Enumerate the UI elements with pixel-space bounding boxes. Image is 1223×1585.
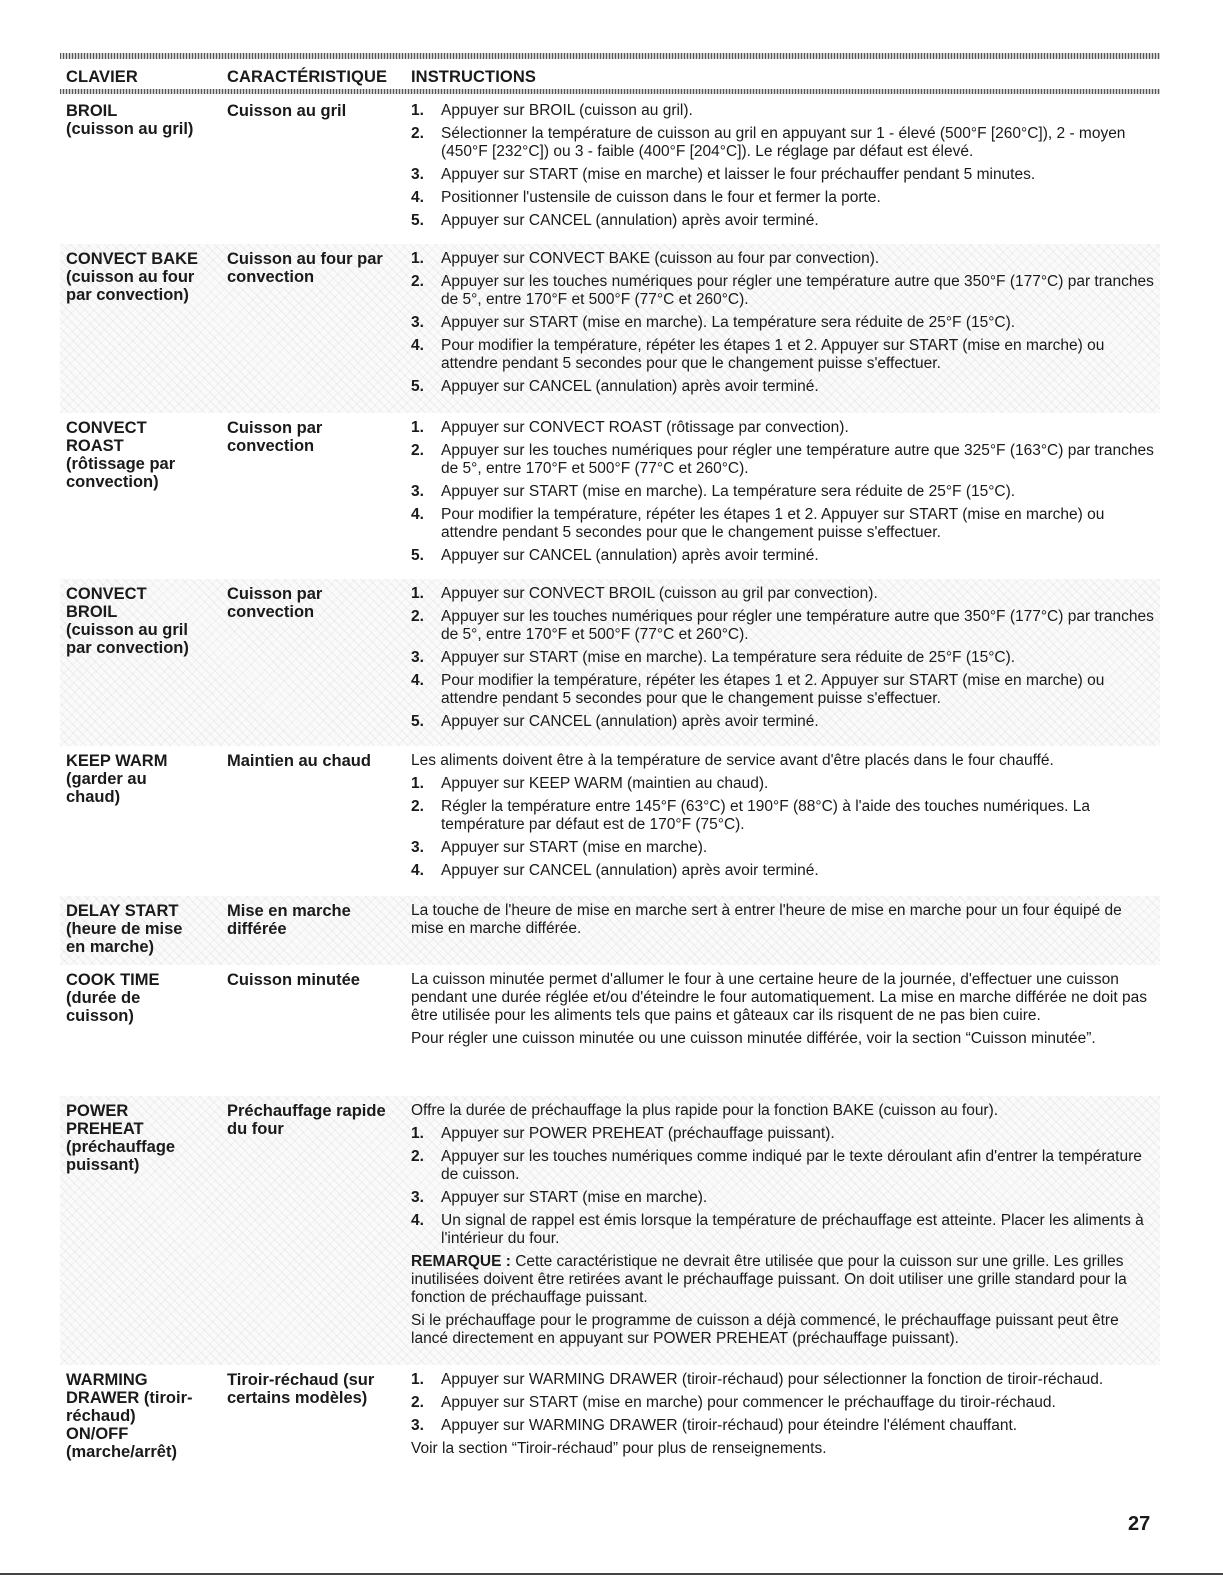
instruction-paragraph	[411, 1253, 1156, 1307]
header-instructions: INSTRUCTIONS	[411, 68, 536, 86]
step-number: 2.	[411, 608, 424, 625]
row-instructions	[411, 585, 1156, 736]
step-number: 4.	[411, 862, 424, 879]
row-feature-label: Cuisson au four par convection	[227, 250, 383, 286]
paragraph-text: Pour régler une cuisson minutée ou une cuisson minutée différée, voir la section “Cuisson minutée”.	[411, 1030, 1096, 1047]
table-row	[60, 896, 1160, 965]
step-text: Appuyer sur START (mise en marche). La température sera réduite de 25°F (15°C).	[441, 314, 1016, 331]
row-feature-label: Maintien au chaud	[227, 752, 371, 770]
step-text: Appuyer sur les touches numériques pour régler une température autre que 325°F (163°C) par tranches de 5°, entre 170°F et 500°F (77°C et 260°C).	[441, 442, 1154, 477]
paragraph-text: La touche de l'heure de mise en marche sert à entrer l'heure de mise en marche pour un four équipé de mise en marche différée.	[411, 902, 1122, 937]
row-feature-label: Tiroir-réchaud (sur certains modèles)	[227, 1371, 375, 1407]
instruction-step	[411, 506, 1156, 542]
step-text: Appuyer sur CANCEL (annulation) après avoir terminé.	[441, 212, 819, 229]
row-key-label: CONVECT BAKE (cuisson au four par convection)	[66, 250, 199, 304]
step-text: Appuyer sur START (mise en marche) et laisser le four préchauffer pendant 5 minutes.	[441, 166, 1036, 183]
table-header	[0, 68, 1223, 88]
instruction-step	[411, 250, 1156, 268]
instruction-step	[411, 862, 1156, 880]
step-text: Appuyer sur BROIL (cuisson au gril).	[441, 102, 693, 119]
instruction-paragraph	[411, 902, 1156, 938]
step-text: Appuyer sur CONVECT BROIL (cuisson au gril par convection).	[441, 585, 878, 602]
instruction-paragraph	[411, 971, 1156, 1025]
step-text: Appuyer sur START (mise en marche).	[441, 1189, 708, 1206]
step-number: 3.	[411, 483, 424, 500]
instruction-step	[411, 585, 1156, 603]
instruction-step	[411, 775, 1156, 793]
step-number: 3.	[411, 1189, 424, 1206]
instruction-step	[411, 839, 1156, 857]
instruction-step	[411, 337, 1156, 373]
step-number: 5.	[411, 378, 424, 395]
instruction-step	[411, 649, 1156, 667]
step-number: 1.	[411, 585, 424, 602]
step-number: 1.	[411, 102, 424, 119]
paragraph-text: Si le préchauffage pour le programme de cuisson a déjà commencé, le préchauffage puissant peut être lancé directement en appuyant sur POWER PREHEAT (préchauffage puissant).	[411, 1312, 1119, 1347]
table-row	[60, 746, 1160, 896]
row-instructions	[411, 1102, 1156, 1353]
row-key-label: COOK TIME (durée de cuisson)	[66, 971, 160, 1025]
step-number: 1.	[411, 1371, 424, 1388]
step-text: Pour modifier la température, répéter les étapes 1 et 2. Appuyer sur START (mise en marche) ou attendre pendant 5 secondes pour que le changement puisse s'effectuer.	[441, 337, 1105, 372]
paragraph-text: Les aliments doivent être à la température de service avant d'être placés dans le four chauffé.	[411, 752, 1054, 769]
row-feature-label: Mise en marche différée	[227, 902, 351, 938]
step-text: Appuyer sur WARMING DRAWER (tiroir-réchaud) pour éteindre l'élément chauffant.	[441, 1417, 1018, 1434]
step-number: 2.	[411, 1148, 424, 1165]
instruction-step	[411, 547, 1156, 565]
step-number: 1.	[411, 775, 424, 792]
row-instructions	[411, 971, 1156, 1053]
step-text: Appuyer sur START (mise en marche). La température sera réduite de 25°F (15°C).	[441, 649, 1016, 666]
row-key-label: DELAY START (heure de mise en marche)	[66, 902, 183, 956]
row-key-label: KEEP WARM (garder au chaud)	[66, 752, 168, 806]
table-row	[60, 96, 1160, 244]
step-text: Appuyer sur les touches numériques pour régler une température autre que 350°F (177°C) par tranches de 5°, entre 170°F et 500°F (77°C et 260°C).	[441, 273, 1154, 308]
header-clavier: CLAVIER	[66, 68, 138, 86]
instruction-step	[411, 713, 1156, 731]
instruction-step	[411, 608, 1156, 644]
step-number: 3.	[411, 166, 424, 183]
step-text: Appuyer sur POWER PREHEAT (préchauffage puissant).	[441, 1125, 835, 1142]
instruction-step	[411, 798, 1156, 834]
row-key-label: WARMING DRAWER (tiroir- réchaud) ON/OFF (marche/arrêt)	[66, 1371, 193, 1461]
instruction-step	[411, 189, 1156, 207]
paragraph-text: Offre la durée de préchauffage la plus rapide pour la fonction BAKE (cuisson au four).	[411, 1102, 999, 1119]
row-feature-label: Préchauffage rapide du four	[227, 1102, 386, 1138]
instruction-step	[411, 1371, 1156, 1389]
instruction-step	[411, 1394, 1156, 1412]
step-text: Un signal de rappel est émis lorsque la température de préchauffage est atteinte. Placer les aliments à l'intérieur du four.	[441, 1212, 1144, 1247]
instruction-step	[411, 672, 1156, 708]
step-text: Pour modifier la température, répéter les étapes 1 et 2. Appuyer sur START (mise en marche) ou attendre pendant 5 secondes pour que le changement puisse s'effectuer.	[441, 506, 1105, 541]
paragraph-text: Voir la section “Tiroir-réchaud” pour plus de renseignements.	[411, 1440, 827, 1457]
step-number: 5.	[411, 713, 424, 730]
step-number: 3.	[411, 314, 424, 331]
step-text: Appuyer sur KEEP WARM (maintien au chaud).	[441, 775, 769, 792]
step-text: Appuyer sur START (mise en marche).	[441, 839, 708, 856]
table-row	[60, 965, 1160, 1096]
table-row	[60, 1096, 1160, 1365]
step-text: Appuyer sur CANCEL (annulation) après avoir terminé.	[441, 713, 819, 730]
step-number: 4.	[411, 506, 424, 523]
step-text: Positionner l'ustensile de cuisson dans le four et fermer la porte.	[441, 189, 881, 206]
row-key-label: CONVECT ROAST (rôtissage par convection)	[66, 419, 176, 491]
step-number: 4.	[411, 672, 424, 689]
instruction-paragraph	[411, 1440, 1156, 1458]
step-text: Appuyer sur CONVECT BAKE (cuisson au four par convection).	[441, 250, 880, 267]
step-text: Appuyer sur les touches numériques comme indiqué par le texte déroulant afin d'entrer la température de cuisson.	[441, 1148, 1142, 1183]
instruction-step	[411, 378, 1156, 396]
row-feature-label: Cuisson minutée	[227, 971, 360, 989]
instruction-step	[411, 102, 1156, 120]
step-number: 3.	[411, 649, 424, 666]
row-feature-label: Cuisson par convection	[227, 585, 323, 621]
table-row	[60, 413, 1160, 579]
row-feature-label: Cuisson au gril	[227, 102, 347, 120]
step-text: Appuyer sur START (mise en marche) pour commencer le préchauffage du tiroir-réchaud.	[441, 1394, 1056, 1411]
table-row	[60, 579, 1160, 746]
row-instructions	[411, 419, 1156, 570]
instruction-step	[411, 1212, 1156, 1248]
step-number: 1.	[411, 1125, 424, 1142]
step-text: Appuyer sur CANCEL (annulation) après avoir terminé.	[441, 547, 819, 564]
row-feature-label: Cuisson par convection	[227, 419, 323, 455]
step-number: 2.	[411, 273, 424, 290]
step-text: Appuyer sur les touches numériques pour régler une température autre que 350°F (177°C) par tranches de 5°, entre 170°F et 500°F (77°C et 260°C).	[441, 608, 1154, 643]
step-number: 2.	[411, 798, 424, 815]
step-text: Sélectionner la température de cuisson au gril en appuyant sur 1 - élevé (500°F [260°C]), 2 - moyen (450°F [232°C]) ou 3 - faible (400°F [204°C]). Le réglage par défaut est élevé.	[441, 125, 1126, 160]
instruction-step	[411, 1125, 1156, 1143]
step-number: 2.	[411, 1394, 424, 1411]
table-row	[60, 1365, 1160, 1495]
instruction-paragraph	[411, 1312, 1156, 1348]
step-number: 3.	[411, 1417, 424, 1434]
step-number: 3.	[411, 839, 424, 856]
instruction-step	[411, 483, 1156, 501]
row-key-label: CONVECT BROIL (cuisson au gril par convection)	[66, 585, 189, 657]
step-text: Régler la température entre 145°F (63°C) et 190°F (88°C) à l'aide des touches numériques. La température par défaut est de 170°F (75°C).	[441, 798, 1090, 833]
top-rule	[60, 53, 1160, 59]
instruction-step	[411, 314, 1156, 332]
row-instructions	[411, 102, 1156, 235]
step-text: Appuyer sur WARMING DRAWER (tiroir-réchaud) pour sélectionner la fonction de tiroir-réchaud.	[441, 1371, 1104, 1388]
step-number: 1.	[411, 419, 424, 436]
table-row	[60, 244, 1160, 413]
instruction-step	[411, 125, 1156, 161]
step-text: Appuyer sur START (mise en marche). La température sera réduite de 25°F (15°C).	[441, 483, 1016, 500]
bottom-rule	[0, 1573, 1223, 1575]
instruction-step	[411, 442, 1156, 478]
header-rule	[60, 89, 1160, 94]
instruction-step	[411, 419, 1156, 437]
instruction-step	[411, 1189, 1156, 1207]
instruction-step	[411, 212, 1156, 230]
paragraph-text: La cuisson minutée permet d'allumer le four à une certaine heure de la journée, d'effectuer une cuisson pendant une durée réglée et/ou d'éteindre le four automatiquement. La mise en marche différée ne doit pas être utilisée pour les aliments tels que pains et gâteaux car ils risquent de ne pas bien cuire.	[411, 971, 1147, 1024]
step-number: 4.	[411, 337, 424, 354]
row-instructions	[411, 250, 1156, 401]
row-instructions	[411, 1371, 1156, 1463]
instruction-step	[411, 273, 1156, 309]
step-text: Appuyer sur CONVECT ROAST (rôtissage par convection).	[441, 419, 849, 436]
step-number: 4.	[411, 189, 424, 206]
instruction-paragraph	[411, 1102, 1156, 1120]
note-label: REMARQUE :	[411, 1253, 511, 1270]
instruction-step	[411, 1148, 1156, 1184]
row-key-label: BROIL (cuisson au gril)	[66, 102, 194, 138]
paragraph-text: Cette caractéristique ne devrait être utilisée que pour la cuisson sur une grille. Les grilles inutilisées doivent être retirées avant le préchauffage puissant. On doit utiliser une grille standard pour la fonction de préchauffage puissant.	[411, 1253, 1127, 1306]
instruction-paragraph	[411, 1030, 1156, 1048]
step-text: Pour modifier la température, répéter les étapes 1 et 2. Appuyer sur START (mise en marche) ou attendre pendant 5 secondes pour que le changement puisse s'effectuer.	[441, 672, 1105, 707]
header-caracteristique: CARACTÉRISTIQUE	[227, 68, 388, 86]
page-number: 27	[1128, 1513, 1151, 1535]
step-number: 1.	[411, 250, 424, 267]
instruction-step	[411, 1417, 1156, 1435]
step-text: Appuyer sur CANCEL (annulation) après avoir terminé.	[441, 862, 819, 879]
step-number: 4.	[411, 1212, 424, 1229]
step-text: Appuyer sur CANCEL (annulation) après avoir terminé.	[441, 378, 819, 395]
instruction-step	[411, 166, 1156, 184]
row-instructions	[411, 902, 1156, 943]
step-number: 5.	[411, 547, 424, 564]
row-instructions	[411, 752, 1156, 885]
step-number: 5.	[411, 212, 424, 229]
row-key-label: POWER PREHEAT (préchauffage puissant)	[66, 1102, 176, 1174]
step-number: 2.	[411, 125, 424, 142]
instruction-paragraph	[411, 752, 1156, 770]
step-number: 2.	[411, 442, 424, 459]
